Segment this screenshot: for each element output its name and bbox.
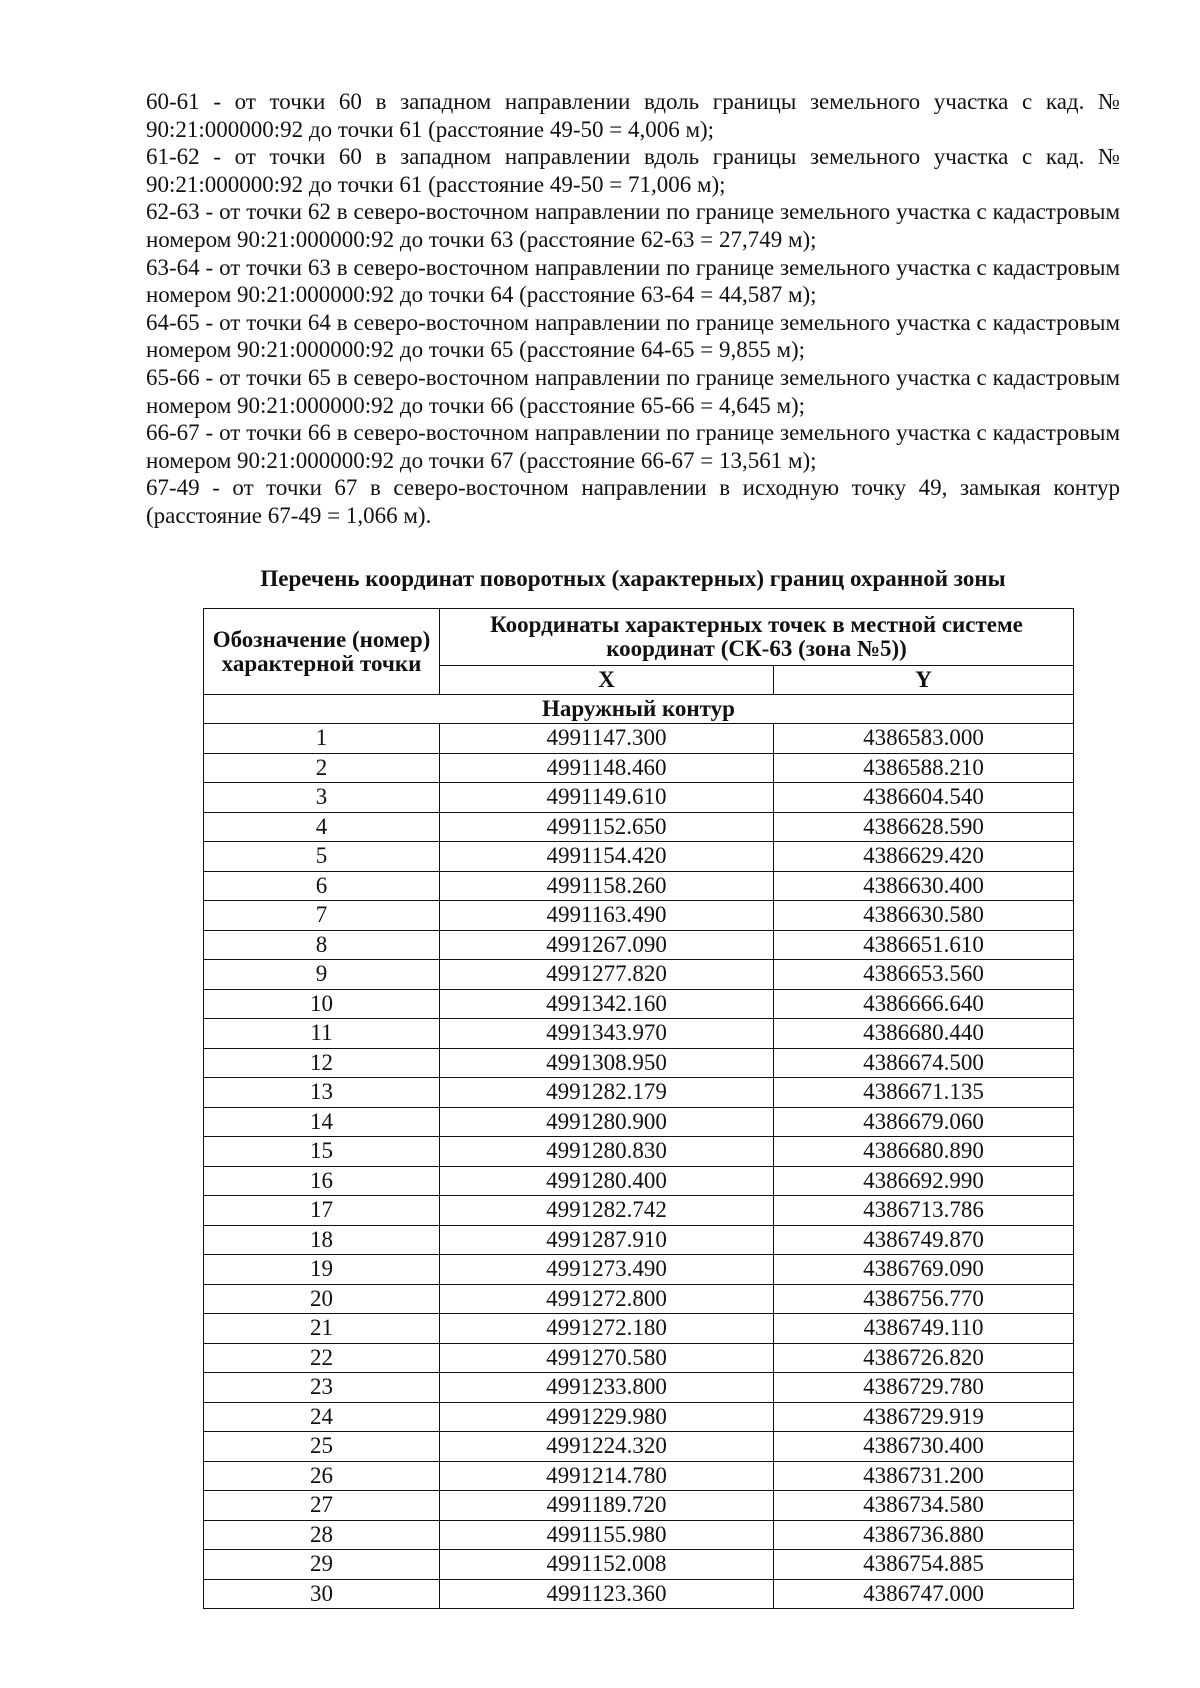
table-row [204, 753, 1074, 783]
x-coordinate-cell: 4991233.800 [440, 1373, 774, 1403]
point-number-cell: 27 [204, 1491, 440, 1521]
y-coordinate-cell: 4386604.540 [774, 783, 1074, 813]
table-row [204, 1461, 1074, 1491]
y-coordinate-cell: 4386692.990 [774, 1166, 1074, 1196]
point-number-cell: 29 [204, 1550, 440, 1580]
point-number-cell: 22 [204, 1343, 440, 1373]
y-coordinate-cell: 4386630.400 [774, 871, 1074, 901]
table-row [204, 1255, 1074, 1285]
point-number-cell: 28 [204, 1520, 440, 1550]
boundary-paragraph: 61-62 - от точки 60 в западном направлении вдоль границы земельного участка с кад. № 90:21:000000:92 до точки 61 (расстояние 49-50 = 71,006 м); [146, 144, 1120, 197]
y-coordinate-cell: 4386630.580 [774, 901, 1074, 931]
header-x: X [440, 666, 774, 695]
point-number-cell: 13 [204, 1078, 440, 1108]
boundary-paragraph: 60-61 - от точки 60 в западном направлении вдоль границы земельного участка с кад. № 90:21:000000:92 до точки 61 (расстояние 49-50 = 4,006 м); [146, 89, 1120, 142]
point-number-cell: 15 [204, 1137, 440, 1167]
y-coordinate-cell: 4386588.210 [774, 753, 1074, 783]
point-number-cell: 23 [204, 1373, 440, 1403]
x-coordinate-cell: 4991342.160 [440, 989, 774, 1019]
y-coordinate-cell: 4386756.770 [774, 1284, 1074, 1314]
x-coordinate-cell: 4991280.400 [440, 1166, 774, 1196]
point-number-cell: 3 [204, 783, 440, 813]
table-row [204, 1343, 1074, 1373]
y-coordinate-cell: 4386653.560 [774, 960, 1074, 990]
table-row [204, 1078, 1074, 1108]
table-row [204, 1314, 1074, 1344]
x-coordinate-cell: 4991287.910 [440, 1225, 774, 1255]
boundary-description [146, 88, 1120, 530]
x-coordinate-cell: 4991148.460 [440, 753, 774, 783]
point-number-cell: 10 [204, 989, 440, 1019]
x-coordinate-cell: 4991280.900 [440, 1107, 774, 1137]
table-row [204, 871, 1074, 901]
boundary-paragraph: 66-67 - от точки 66 в северо-восточном направлении по границе земельного участка с кадастровым номером 90:21:000000:92 до точки 67 (расстояние 66-67 = 13,561 м); [146, 420, 1120, 473]
y-coordinate-cell: 4386674.500 [774, 1048, 1074, 1078]
point-number-cell: 26 [204, 1461, 440, 1491]
y-coordinate-cell: 4386729.780 [774, 1373, 1074, 1403]
y-coordinate-cell: 4386713.786 [774, 1196, 1074, 1226]
x-coordinate-cell: 4991155.980 [440, 1520, 774, 1550]
y-coordinate-cell: 4386747.000 [774, 1579, 1074, 1609]
x-coordinate-cell: 4991229.980 [440, 1402, 774, 1432]
point-number-cell: 14 [204, 1107, 440, 1137]
table-row [204, 1048, 1074, 1078]
table-row [204, 960, 1074, 990]
y-coordinate-cell: 4386651.610 [774, 930, 1074, 960]
x-coordinate-cell: 4991224.320 [440, 1432, 774, 1462]
point-number-cell: 6 [204, 871, 440, 901]
table-row [204, 1402, 1074, 1432]
x-coordinate-cell: 4991152.650 [440, 812, 774, 842]
y-coordinate-cell: 4386731.200 [774, 1461, 1074, 1491]
point-number-cell: 12 [204, 1048, 440, 1078]
y-coordinate-cell: 4386769.090 [774, 1255, 1074, 1285]
point-number-cell: 20 [204, 1284, 440, 1314]
table-row [204, 1019, 1074, 1049]
x-coordinate-cell: 4991282.179 [440, 1078, 774, 1108]
x-coordinate-cell: 4991163.490 [440, 901, 774, 931]
table-row [204, 812, 1074, 842]
y-coordinate-cell: 4386749.870 [774, 1225, 1074, 1255]
table-row [204, 989, 1074, 1019]
boundary-paragraph: 63-64 - от точки 63 в северо-восточном направлении по границе земельного участка с кадастровым номером 90:21:000000:92 до точки 64 (расстояние 63-64 = 44,587 м); [146, 254, 1120, 308]
section-label: Наружный контур [204, 695, 1074, 724]
table-row [204, 901, 1074, 931]
point-number-cell: 11 [204, 1019, 440, 1049]
table-row [204, 1520, 1074, 1550]
coordinates-table [203, 608, 1074, 1609]
table-row [204, 1137, 1074, 1167]
table-title: Перечень координат поворотных (характерных) границ охранной зоны [260, 566, 1006, 591]
point-number-cell: 2 [204, 753, 440, 783]
y-coordinate-cell: 4386583.000 [774, 724, 1074, 754]
header-y: Y [774, 666, 1074, 695]
y-coordinate-cell: 4386680.440 [774, 1019, 1074, 1049]
boundary-paragraph: 67-49 - от точки 67 в северо-восточном направлении в исходную точку 49, замыкая контур (расстояние 67-49 = 1,066 м). [146, 475, 1120, 528]
x-coordinate-cell: 4991149.610 [440, 783, 774, 813]
y-coordinate-cell: 4386754.885 [774, 1550, 1074, 1580]
point-number-cell: 19 [204, 1255, 440, 1285]
point-number-cell: 1 [204, 724, 440, 754]
point-number-cell: 7 [204, 901, 440, 931]
table-row [204, 724, 1074, 754]
table-row [204, 1579, 1074, 1609]
x-coordinate-cell: 4991277.820 [440, 960, 774, 990]
table-row [204, 783, 1074, 813]
x-coordinate-cell: 4991147.300 [440, 724, 774, 754]
x-coordinate-cell: 4991158.260 [440, 871, 774, 901]
table-row [204, 1196, 1074, 1226]
x-coordinate-cell: 4991123.360 [440, 1579, 774, 1609]
table-row [204, 1432, 1074, 1462]
x-coordinate-cell: 4991272.180 [440, 1314, 774, 1344]
table-body [204, 695, 1074, 1609]
point-number-cell: 4 [204, 812, 440, 842]
boundary-paragraph: 64-65 - от точки 64 в северо-восточном направлении по границе земельного участка с кадастровым номером 90:21:000000:92 до точки 65 (расстояние 64-65 = 9,855 м); [146, 309, 1120, 363]
x-coordinate-cell: 4991270.580 [440, 1343, 774, 1373]
point-number-cell: 25 [204, 1432, 440, 1462]
table-row [204, 1284, 1074, 1314]
point-number-cell: 21 [204, 1314, 440, 1344]
point-number-cell: 18 [204, 1225, 440, 1255]
y-coordinate-cell: 4386726.820 [774, 1343, 1074, 1373]
x-coordinate-cell: 4991189.720 [440, 1491, 774, 1521]
y-coordinate-cell: 4386734.580 [774, 1491, 1074, 1521]
point-number-cell: 9 [204, 960, 440, 990]
y-coordinate-cell: 4386679.060 [774, 1107, 1074, 1137]
y-coordinate-cell: 4386730.400 [774, 1432, 1074, 1462]
point-number-cell: 5 [204, 842, 440, 872]
point-number-cell: 24 [204, 1402, 440, 1432]
point-number-cell: 16 [204, 1166, 440, 1196]
y-coordinate-cell: 4386666.640 [774, 989, 1074, 1019]
x-coordinate-cell: 4991152.008 [440, 1550, 774, 1580]
x-coordinate-cell: 4991343.970 [440, 1019, 774, 1049]
x-coordinate-cell: 4991267.090 [440, 930, 774, 960]
table-row [204, 1225, 1074, 1255]
x-coordinate-cell: 4991214.780 [440, 1461, 774, 1491]
y-coordinate-cell: 4386628.590 [774, 812, 1074, 842]
header-point-number: Обозначение (номер) характерной точки [204, 609, 440, 695]
point-number-cell: 8 [204, 930, 440, 960]
point-number-cell: 30 [204, 1579, 440, 1609]
y-coordinate-cell: 4386736.880 [774, 1520, 1074, 1550]
table-row [204, 1166, 1074, 1196]
boundary-paragraph: 62-63 - от точки 62 в северо-восточном направлении по границе земельного участка с кадастровым номером 90:21:000000:92 до точки 63 (расстояние 62-63 = 27,749 м); [146, 199, 1120, 252]
x-coordinate-cell: 4991154.420 [440, 842, 774, 872]
x-coordinate-cell: 4991272.800 [440, 1284, 774, 1314]
x-coordinate-cell: 4991273.490 [440, 1255, 774, 1285]
x-coordinate-cell: 4991308.950 [440, 1048, 774, 1078]
y-coordinate-cell: 4386671.135 [774, 1078, 1074, 1108]
table-row [204, 1373, 1074, 1403]
point-number-cell: 17 [204, 1196, 440, 1226]
table-row [204, 1107, 1074, 1137]
y-coordinate-cell: 4386629.420 [774, 842, 1074, 872]
table-row [204, 1550, 1074, 1580]
y-coordinate-cell: 4386749.110 [774, 1314, 1074, 1344]
table-row [204, 930, 1074, 960]
x-coordinate-cell: 4991280.830 [440, 1137, 774, 1167]
y-coordinate-cell: 4386729.919 [774, 1402, 1074, 1432]
x-coordinate-cell: 4991282.742 [440, 1196, 774, 1226]
boundary-paragraph: 65-66 - от точки 65 в северо-восточном направлении по границе земельного участка с кадастровым номером 90:21:000000:92 до точки 66 (расстояние 65-66 = 4,645 м); [146, 364, 1120, 418]
table-row [204, 1491, 1074, 1521]
y-coordinate-cell: 4386680.890 [774, 1137, 1074, 1167]
header-coordinates: Координаты характерных точек в местной системе координат (СК-63 (зона №5)) [440, 609, 1074, 666]
table-row [204, 842, 1074, 872]
